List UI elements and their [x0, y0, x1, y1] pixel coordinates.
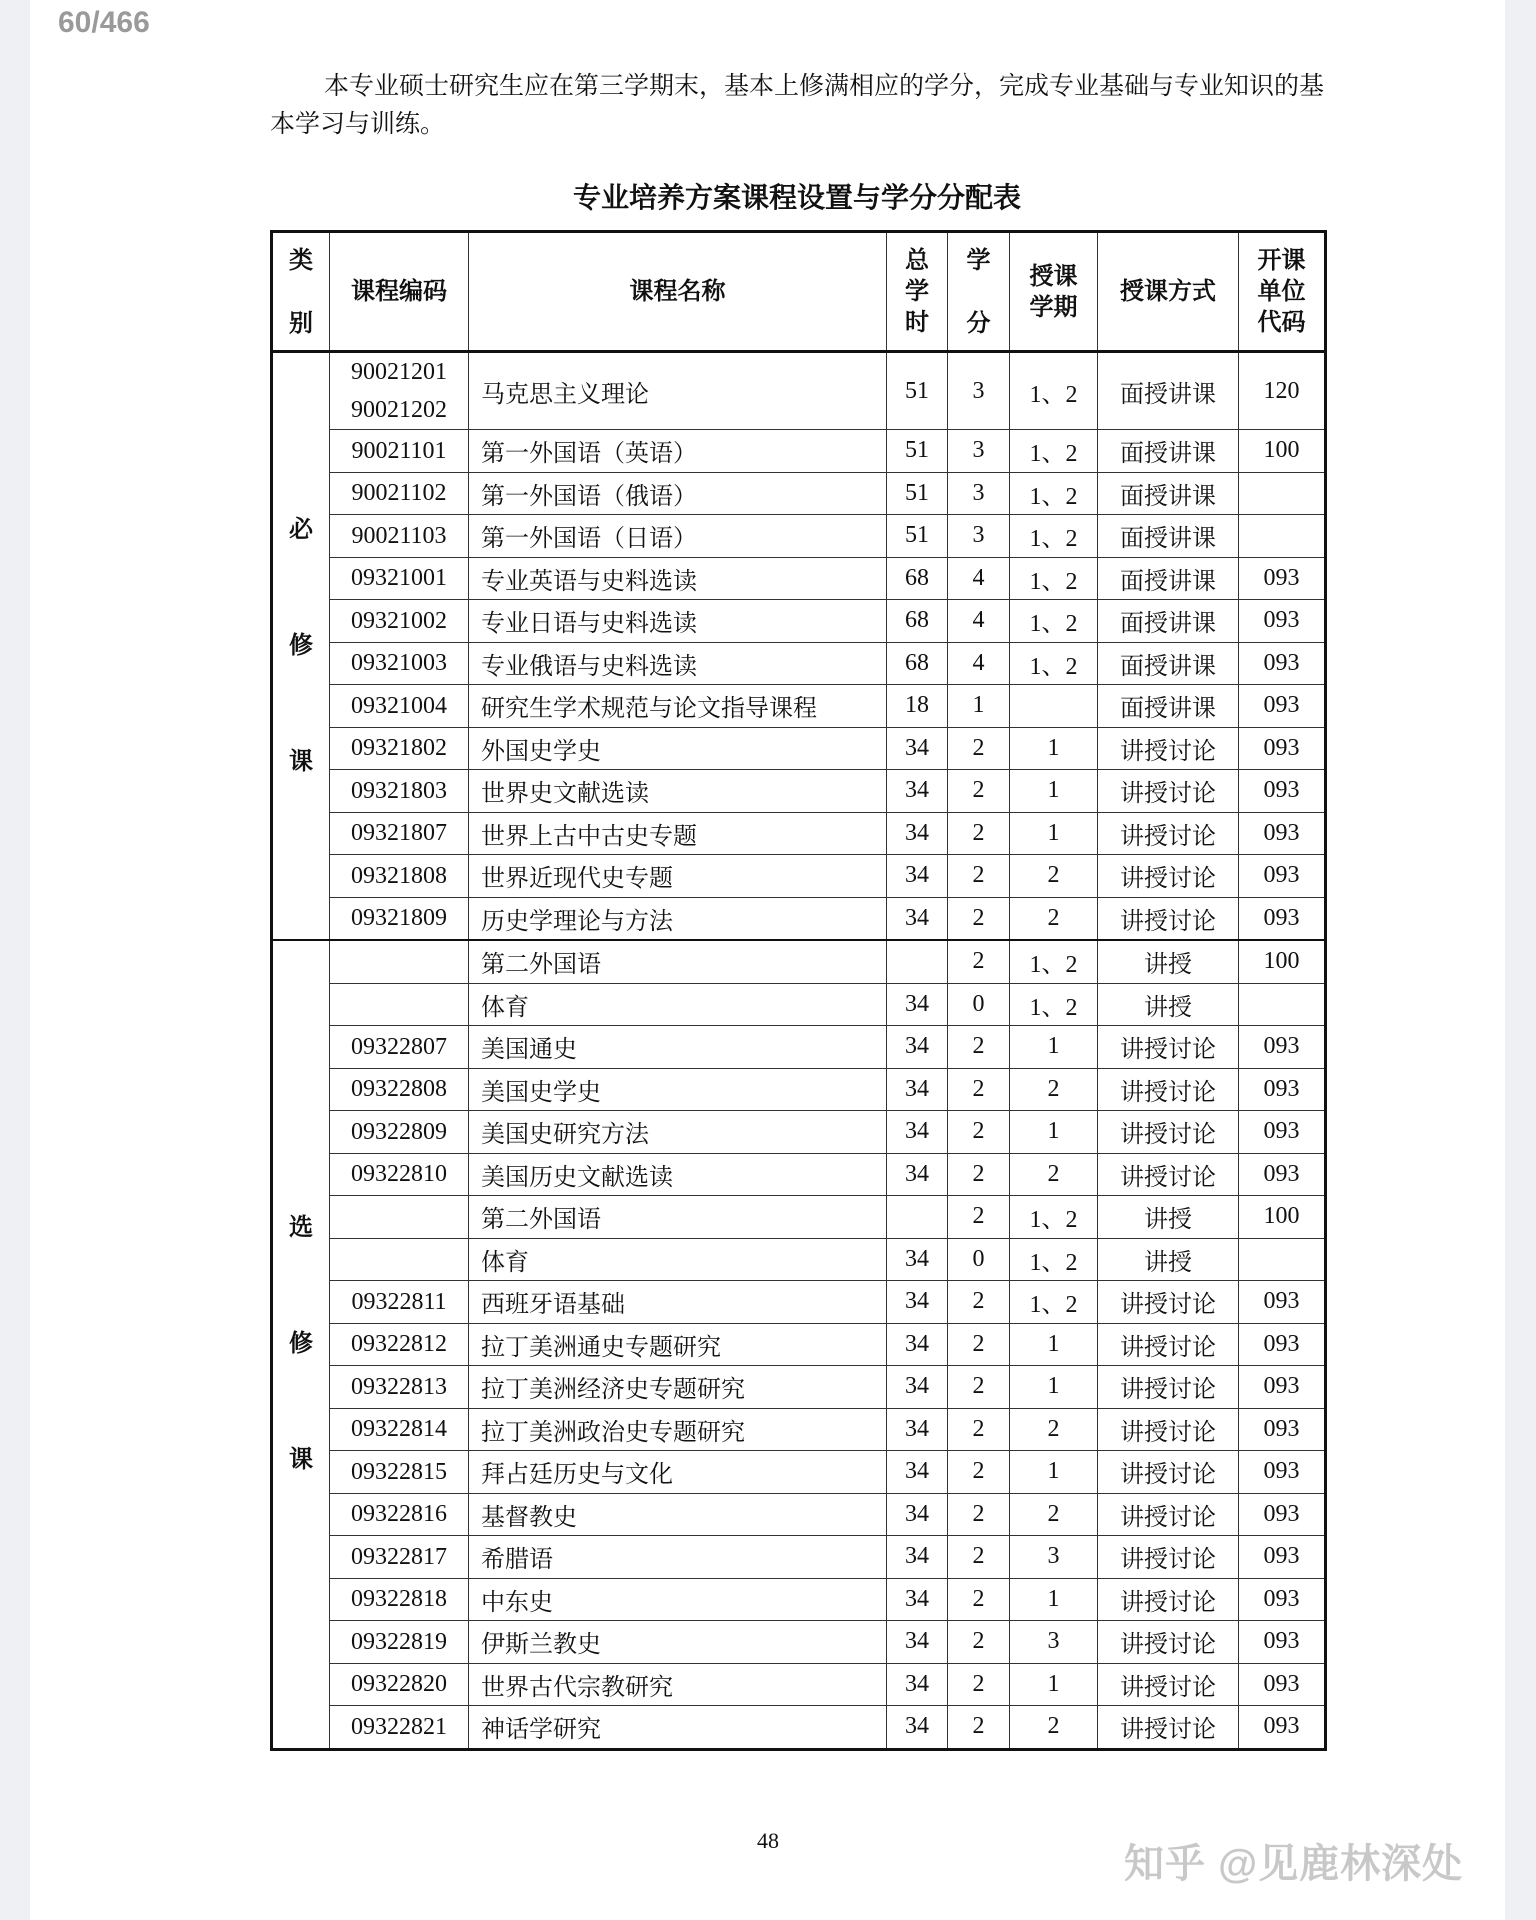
total-hours-cell: 68 [887, 557, 948, 600]
table-row [272, 515, 1326, 558]
total-hours-cell: 51 [887, 352, 948, 430]
total-hours-cell: 34 [887, 1153, 948, 1196]
course-name-cell: 美国史学史 [469, 1068, 887, 1111]
course-name-cell: 拉丁美洲经济史专题研究 [469, 1366, 887, 1409]
credits-cell: 2 [948, 1026, 1010, 1069]
teaching-method-cell: 面授讲课 [1098, 557, 1239, 600]
course-name-cell: 美国史研究方法 [469, 1111, 887, 1154]
unit-code-cell: 093 [1239, 1578, 1326, 1621]
credits-cell: 2 [948, 1493, 1010, 1536]
unit-code-cell: 100 [1239, 430, 1326, 473]
credits-cell: 4 [948, 600, 1010, 643]
teaching-method-cell: 讲授讨论 [1098, 1493, 1239, 1536]
semester-cell: 1、2 [1010, 515, 1098, 558]
teaching-method-cell: 面授讲课 [1098, 642, 1239, 685]
course-code-cell: 09321002 [330, 600, 469, 643]
table-row [272, 983, 1326, 1026]
table-row [272, 1706, 1326, 1750]
total-hours-cell: 51 [887, 430, 948, 473]
course-code-cell [330, 1238, 469, 1281]
semester-cell: 1 [1010, 1578, 1098, 1621]
total-hours-cell: 34 [887, 983, 948, 1026]
header-course-code: 课程编码 [330, 232, 469, 352]
course-name-cell: 世界近现代史专题 [469, 855, 887, 898]
table-row [272, 1238, 1326, 1281]
course-code-cell: 09321807 [330, 812, 469, 855]
course-code-cell: 09322815 [330, 1451, 469, 1494]
credits-cell: 4 [948, 557, 1010, 600]
course-name-cell: 专业俄语与史料选读 [469, 642, 887, 685]
semester-cell: 1 [1010, 1323, 1098, 1366]
teaching-method-cell: 面授讲课 [1098, 352, 1239, 430]
total-hours-cell: 51 [887, 472, 948, 515]
teaching-method-cell: 讲授讨论 [1098, 1068, 1239, 1111]
semester-cell: 1 [1010, 1663, 1098, 1706]
total-hours-cell: 34 [887, 1281, 948, 1324]
teaching-method-cell: 讲授讨论 [1098, 1706, 1239, 1750]
table-row [272, 685, 1326, 728]
teaching-method-cell: 面授讲课 [1098, 685, 1239, 728]
course-name-cell: 专业日语与史料选读 [469, 600, 887, 643]
table-row [272, 1323, 1326, 1366]
table-row [272, 1451, 1326, 1494]
course-name-cell: 拉丁美洲政治史专题研究 [469, 1408, 887, 1451]
table-row [272, 1026, 1326, 1069]
total-hours-cell: 34 [887, 1238, 948, 1281]
semester-cell: 2 [1010, 1493, 1098, 1536]
credits-cell: 3 [948, 352, 1010, 430]
semester-cell [1010, 685, 1098, 728]
credits-cell: 2 [948, 1068, 1010, 1111]
course-name-cell: 专业英语与史料选读 [469, 557, 887, 600]
course-code-cell: 09322813 [330, 1366, 469, 1409]
total-hours-cell: 34 [887, 1536, 948, 1579]
credits-cell: 2 [948, 1323, 1010, 1366]
course-code-cell: 09322814 [330, 1408, 469, 1451]
teaching-method-cell: 讲授讨论 [1098, 1026, 1239, 1069]
total-hours-cell: 34 [887, 855, 948, 898]
course-name-cell: 世界上古中古史专题 [469, 812, 887, 855]
teaching-method-cell: 讲授讨论 [1098, 1663, 1239, 1706]
unit-code-cell: 093 [1239, 1111, 1326, 1154]
table-title: 专业培养方案课程设置与学分分配表 [572, 182, 1021, 213]
total-hours-cell: 34 [887, 1408, 948, 1451]
course-code-cell: 09322811 [330, 1281, 469, 1324]
unit-code-cell: 093 [1239, 1493, 1326, 1536]
semester-cell: 2 [1010, 1153, 1098, 1196]
course-name-cell: 历史学理论与方法 [469, 897, 887, 940]
unit-code-cell: 093 [1239, 770, 1326, 813]
course-code-cell: 90021103 [330, 515, 469, 558]
unit-code-cell: 093 [1239, 727, 1326, 770]
total-hours-cell: 34 [887, 1621, 948, 1664]
course-code-cell [330, 1196, 469, 1239]
total-hours-cell: 34 [887, 812, 948, 855]
category-label: 选修课 [289, 1214, 313, 1474]
course-name-cell: 体育 [469, 983, 887, 1026]
table-row [272, 727, 1326, 770]
unit-code-cell: 120 [1239, 352, 1326, 430]
unit-code-cell: 093 [1239, 1068, 1326, 1111]
table-row [272, 1366, 1326, 1409]
teaching-method-cell: 讲授讨论 [1098, 1451, 1239, 1494]
unit-code-cell: 093 [1239, 1366, 1326, 1409]
course-name-cell: 第二外国语 [469, 1196, 887, 1239]
credits-cell: 3 [948, 515, 1010, 558]
table-header-row [272, 232, 1326, 352]
credits-cell: 3 [948, 430, 1010, 473]
teaching-method-cell: 讲授讨论 [1098, 1408, 1239, 1451]
credits-cell: 2 [948, 1663, 1010, 1706]
credits-cell: 2 [948, 940, 1010, 983]
total-hours-cell: 34 [887, 770, 948, 813]
unit-code-cell [1239, 983, 1326, 1026]
semester-cell: 1、2 [1010, 352, 1098, 430]
total-hours-cell: 51 [887, 515, 948, 558]
course-name-cell: 美国通史 [469, 1026, 887, 1069]
page-counter: 60/466 [58, 6, 150, 39]
table-row [272, 1153, 1326, 1196]
table-row [272, 1536, 1326, 1579]
header-total-hours [887, 232, 948, 352]
course-name-cell: 马克思主义理论 [469, 352, 887, 430]
course-name-cell: 体育 [469, 1238, 887, 1281]
unit-code-cell: 093 [1239, 1536, 1326, 1579]
total-hours-cell [887, 1196, 948, 1239]
semester-cell: 1、2 [1010, 430, 1098, 473]
course-code-cell: 09321809 [330, 897, 469, 940]
course-code-cell: 09322807 [330, 1026, 469, 1069]
total-hours-cell: 34 [887, 1366, 948, 1409]
header-course-name: 课程名称 [469, 232, 887, 352]
total-hours-cell: 18 [887, 685, 948, 728]
teaching-method-cell: 讲授讨论 [1098, 855, 1239, 898]
unit-code-cell: 093 [1239, 600, 1326, 643]
watermark: 知乎 @见鹿林深处 [1124, 1842, 1464, 1886]
table-row [272, 770, 1326, 813]
teaching-method-cell: 讲授讨论 [1098, 1153, 1239, 1196]
semester-cell: 1 [1010, 1026, 1098, 1069]
category-cell [272, 352, 330, 941]
unit-code-cell [1239, 472, 1326, 515]
table-row [272, 1663, 1326, 1706]
teaching-method-cell: 面授讲课 [1098, 472, 1239, 515]
course-name-cell: 第一外国语（俄语） [469, 472, 887, 515]
course-name-cell: 中东史 [469, 1578, 887, 1621]
semester-cell: 2 [1010, 1706, 1098, 1750]
teaching-method-cell: 讲授讨论 [1098, 1111, 1239, 1154]
semester-cell: 1 [1010, 1366, 1098, 1409]
unit-code-cell: 093 [1239, 1621, 1326, 1664]
semester-cell: 1、2 [1010, 1196, 1098, 1239]
unit-code-cell: 093 [1239, 1026, 1326, 1069]
course-code-cell: 09321001 [330, 557, 469, 600]
course-code-cell: 09321003 [330, 642, 469, 685]
table-row [272, 897, 1326, 940]
document-page [30, 0, 1505, 1920]
course-code-cell [330, 983, 469, 1026]
unit-code-cell: 100 [1239, 940, 1326, 983]
header-credits: 学 分 [948, 232, 1010, 352]
teaching-method-cell: 讲授讨论 [1098, 1621, 1239, 1664]
teaching-method-cell: 讲授讨论 [1098, 897, 1239, 940]
course-name-cell: 伊斯兰教史 [469, 1621, 887, 1664]
unit-code-cell: 093 [1239, 1408, 1326, 1451]
course-code-cell: 09321808 [330, 855, 469, 898]
teaching-method-cell: 讲授讨论 [1098, 1281, 1239, 1324]
course-code-cell: 90021102 [330, 472, 469, 515]
unit-code-cell: 093 [1239, 557, 1326, 600]
credits-cell: 2 [948, 1366, 1010, 1409]
semester-cell: 2 [1010, 855, 1098, 898]
credits-cell: 2 [948, 1451, 1010, 1494]
credits-cell: 2 [948, 897, 1010, 940]
category-label: 必修课 [289, 516, 313, 775]
credits-cell: 2 [948, 1408, 1010, 1451]
course-code-cell: 09322820 [330, 1663, 469, 1706]
credits-cell: 2 [948, 770, 1010, 813]
header-category: 类 别 [272, 232, 330, 352]
credits-cell: 4 [948, 642, 1010, 685]
course-name-cell: 美国历史文献选读 [469, 1153, 887, 1196]
semester-cell: 1、2 [1010, 1281, 1098, 1324]
unit-code-cell: 093 [1239, 897, 1326, 940]
teaching-method-cell: 讲授讨论 [1098, 1323, 1239, 1366]
semester-cell: 1 [1010, 812, 1098, 855]
semester-cell: 1、2 [1010, 642, 1098, 685]
teaching-method-cell: 面授讲课 [1098, 515, 1239, 558]
total-hours-cell: 34 [887, 1706, 948, 1750]
table-row [272, 642, 1326, 685]
unit-code-cell: 093 [1239, 1663, 1326, 1706]
course-name-cell: 拉丁美洲通史专题研究 [469, 1323, 887, 1366]
teaching-method-cell: 讲授讨论 [1098, 727, 1239, 770]
total-hours-cell: 34 [887, 1111, 948, 1154]
total-hours-cell: 34 [887, 1493, 948, 1536]
total-hours-cell: 34 [887, 1663, 948, 1706]
course-name-cell: 第一外国语（英语） [469, 430, 887, 473]
semester-cell: 1、2 [1010, 472, 1098, 515]
table-row [272, 557, 1326, 600]
course-code-cell: 90021101 [330, 430, 469, 473]
credits-cell: 2 [948, 855, 1010, 898]
total-hours-cell: 34 [887, 1578, 948, 1621]
course-code-cell: 09322809 [330, 1111, 469, 1154]
header-semester-label: 授课学期 [1029, 262, 1078, 321]
credits-cell: 1 [948, 685, 1010, 728]
unit-code-cell: 093 [1239, 1281, 1326, 1324]
category-cell [272, 940, 330, 1749]
header-semester [1010, 232, 1098, 352]
credits-cell: 0 [948, 1238, 1010, 1281]
total-hours-cell: 34 [887, 1451, 948, 1494]
course-name-cell: 第二外国语 [469, 940, 887, 983]
table-row [272, 855, 1326, 898]
teaching-method-cell: 讲授 [1098, 1238, 1239, 1281]
teaching-method-cell: 讲授讨论 [1098, 812, 1239, 855]
unit-code-cell: 093 [1239, 1323, 1326, 1366]
unit-code-cell: 100 [1239, 1196, 1326, 1239]
unit-code-cell: 093 [1239, 1451, 1326, 1494]
course-name-cell: 外国史学史 [469, 727, 887, 770]
course-code-cell: 09322810 [330, 1153, 469, 1196]
credits-cell: 2 [948, 1281, 1010, 1324]
unit-code-cell [1239, 1238, 1326, 1281]
teaching-method-cell: 讲授讨论 [1098, 770, 1239, 813]
header-total-hours-label: 总学时 [905, 247, 929, 336]
semester-cell: 1、2 [1010, 983, 1098, 1026]
total-hours-cell: 34 [887, 1068, 948, 1111]
course-code-cell: 09321802 [330, 727, 469, 770]
total-hours-cell: 34 [887, 897, 948, 940]
total-hours-cell [887, 940, 948, 983]
teaching-method-cell: 讲授 [1098, 1196, 1239, 1239]
credits-cell: 2 [948, 1706, 1010, 1750]
course-code-cell: 90021201 90021202 [330, 352, 469, 430]
header-teaching-method: 授课方式 [1098, 232, 1239, 352]
credits-cell: 2 [948, 727, 1010, 770]
course-code-cell: 09322818 [330, 1578, 469, 1621]
course-code-cell: 09322819 [330, 1621, 469, 1664]
total-hours-cell: 34 [887, 1026, 948, 1069]
teaching-method-cell: 讲授讨论 [1098, 1536, 1239, 1579]
table-row [272, 472, 1326, 515]
page-number: 48 [757, 1828, 779, 1853]
semester-cell: 1、2 [1010, 600, 1098, 643]
table-row [272, 352, 1326, 430]
semester-cell: 2 [1010, 1068, 1098, 1111]
semester-cell: 1 [1010, 770, 1098, 813]
table-row [272, 600, 1326, 643]
course-code-cell: 09322812 [330, 1323, 469, 1366]
course-name-cell: 基督教史 [469, 1493, 887, 1536]
semester-cell: 1 [1010, 727, 1098, 770]
total-hours-cell: 34 [887, 1323, 948, 1366]
teaching-method-cell: 面授讲课 [1098, 430, 1239, 473]
course-code-cell: 09322821 [330, 1706, 469, 1750]
table-row [272, 1493, 1326, 1536]
credits-cell: 3 [948, 472, 1010, 515]
table-row [272, 1621, 1326, 1664]
course-name-cell: 西班牙语基础 [469, 1281, 887, 1324]
course-table [270, 230, 1327, 1751]
credits-cell: 2 [948, 1621, 1010, 1664]
course-name-cell: 研究生学术规范与论文指导课程 [469, 685, 887, 728]
table-row [272, 1111, 1326, 1154]
teaching-method-cell: 讲授 [1098, 983, 1239, 1026]
course-name-cell: 世界古代宗教研究 [469, 1663, 887, 1706]
credits-cell: 2 [948, 1111, 1010, 1154]
total-hours-cell: 68 [887, 642, 948, 685]
course-code-cell: 09322808 [330, 1068, 469, 1111]
unit-code-cell: 093 [1239, 642, 1326, 685]
teaching-method-cell: 讲授 [1098, 940, 1239, 983]
course-name-cell: 拜占廷历史与文化 [469, 1451, 887, 1494]
semester-cell: 1 [1010, 1111, 1098, 1154]
total-hours-cell: 34 [887, 727, 948, 770]
semester-cell: 2 [1010, 1408, 1098, 1451]
credits-cell: 2 [948, 1578, 1010, 1621]
course-code-cell: 09322816 [330, 1493, 469, 1536]
unit-code-cell: 093 [1239, 1706, 1326, 1750]
table-row [272, 430, 1326, 473]
course-code-cell: 09322817 [330, 1536, 469, 1579]
course-name-cell: 世界史文献选读 [469, 770, 887, 813]
table-row [272, 1068, 1326, 1111]
credits-cell: 0 [948, 983, 1010, 1026]
course-name-cell: 神话学研究 [469, 1706, 887, 1750]
unit-code-cell [1239, 515, 1326, 558]
semester-cell: 2 [1010, 897, 1098, 940]
semester-cell: 1、2 [1010, 557, 1098, 600]
table-row [272, 1408, 1326, 1451]
semester-cell: 3 [1010, 1621, 1098, 1664]
course-name-cell: 希腊语 [469, 1536, 887, 1579]
course-code-cell [330, 940, 469, 983]
unit-code-cell: 093 [1239, 855, 1326, 898]
table-row [272, 1281, 1326, 1324]
course-name-cell: 第一外国语（日语） [469, 515, 887, 558]
semester-cell: 1 [1010, 1451, 1098, 1494]
total-hours-cell: 68 [887, 600, 948, 643]
course-code-cell: 09321004 [330, 685, 469, 728]
teaching-method-cell: 讲授讨论 [1098, 1366, 1239, 1409]
semester-cell: 3 [1010, 1536, 1098, 1579]
table-row [272, 812, 1326, 855]
intro-paragraph: 本专业硕士研究生应在第三学期末，基本上修满相应的学分，完成专业基础与专业知识的基本学习与训练。 [270, 73, 1325, 138]
header-unit-code: 开课 单位 代码 [1239, 232, 1326, 352]
unit-code-cell: 093 [1239, 685, 1326, 728]
table-row [272, 1578, 1326, 1621]
credits-cell: 2 [948, 812, 1010, 855]
teaching-method-cell: 面授讲课 [1098, 600, 1239, 643]
table-row [272, 940, 1326, 983]
credits-cell: 2 [948, 1196, 1010, 1239]
course-code-cell: 09321803 [330, 770, 469, 813]
teaching-method-cell: 讲授讨论 [1098, 1578, 1239, 1621]
unit-code-cell: 093 [1239, 1153, 1326, 1196]
credits-cell: 2 [948, 1536, 1010, 1579]
semester-cell: 1、2 [1010, 1238, 1098, 1281]
table-row [272, 1196, 1326, 1239]
semester-cell: 1、2 [1010, 940, 1098, 983]
unit-code-cell: 093 [1239, 812, 1326, 855]
credits-cell: 2 [948, 1153, 1010, 1196]
